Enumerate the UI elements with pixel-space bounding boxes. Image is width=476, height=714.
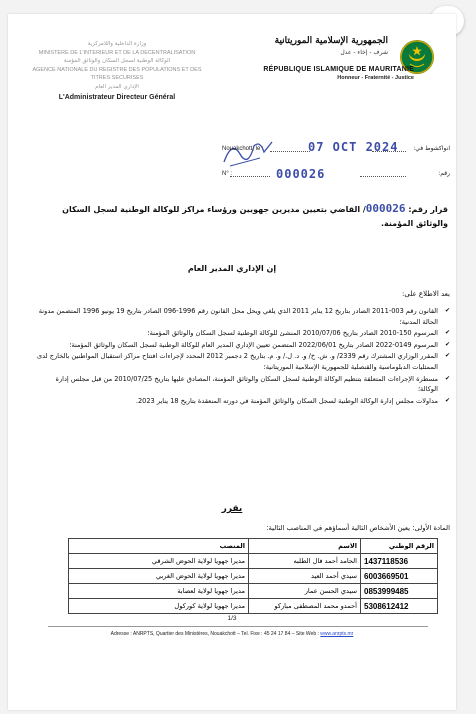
- number-label: N° :: [222, 171, 233, 177]
- column-header: الاسم: [249, 539, 361, 554]
- seen-heading: بعد الاطلاع على:: [402, 290, 450, 298]
- position-cell: مديرا جهويا لولاية لعصابة: [69, 584, 249, 599]
- table-row: [69, 599, 438, 614]
- column-header: الرقم الوطني: [361, 539, 438, 554]
- director-heading: إن الإداري المدير العام: [187, 264, 277, 273]
- agency-arabic: الوكالة الوطنية لسجل السكان والوثائق المؤمنة: [63, 58, 171, 64]
- table-row: [69, 569, 438, 584]
- table-row: [69, 584, 438, 599]
- national-id-cell: 6003669501: [361, 569, 438, 584]
- footer-address-text: Adresse : ANRPTS, Quartier des Ministères, Nouakchott – Tel. Fixe : 45 24 17 84 – Site Web :: [110, 631, 321, 637]
- decision-title: [48, 202, 448, 231]
- date-stamp: 07 OCT 2024: [308, 140, 399, 154]
- list-item: ✔ المرسوم 0149-2022 الصادر بتاريخ 2022/06/01 المتضمن تعيين الإداري المدير العام للوكالة الوطنية لسجل السكان والوثائق المؤمنة؛: [34, 340, 450, 351]
- motto-arabic: شرف - إخاء - عدل: [340, 49, 388, 56]
- website-link[interactable]: www.anrpts.mr: [320, 631, 354, 637]
- national-id-cell: 0853999485: [361, 584, 438, 599]
- footer-divider: [48, 626, 428, 627]
- appointments-table: [68, 538, 438, 614]
- name-cell: سيدي الحسن عمار: [249, 584, 361, 599]
- list-item: ✔ مداولات مجلس إدارة الوكالة الوطنية لسجل السكان والوثائق المؤمنة في دورته المنعقدة بتاريخ 18 يناير 2023.: [34, 396, 450, 407]
- admin-french: L'Administrateur Directeur Général: [58, 94, 176, 101]
- ministry-arabic: وزارة الداخلية واللامركزية: [87, 41, 147, 47]
- position-cell: مديرا جهويا لولاية الحوض الشرقي: [69, 554, 249, 569]
- location-date-label: Nouakchott, le :: [222, 146, 264, 152]
- number-dotted-line-2: [360, 176, 406, 177]
- number-dotted-line: [230, 176, 270, 177]
- ministry-french: MINISTERE DE L'INTERIEUR ET DE LA DECENTRALISATION: [38, 49, 196, 56]
- date-dotted-line-2: [372, 151, 406, 152]
- table-header-row: [69, 539, 438, 554]
- list-item: ✔ مسطرة الإجراءات المتعلقة بتنظيم الوكالة الوطنية لسجل السكان والوثائق المؤمنة، المصادق عليها بتاريخ 2010/07/25 من قبل مجلس إدارة الوكالة؛: [34, 374, 450, 395]
- name-cell: سيدي أحمد العيد: [249, 569, 361, 584]
- number-label-arabic: رقم:: [438, 170, 450, 177]
- decision-title-prefix: قرار رقم:: [405, 205, 448, 214]
- decision-number-stamp: 000026: [365, 202, 406, 215]
- page-indicator: 1/3: [227, 615, 237, 622]
- decision-title-text: / القاضي بتعيين مديرين جهويين ورؤساء مراكز للوكالة الوطنية لسجل السكان والوثائق المؤمنة.: [62, 205, 448, 228]
- name-cell: الحامد أحمد فال الطلبه: [249, 554, 361, 569]
- number-stamp: 000026: [276, 167, 326, 181]
- national-id-cell: 1437118536: [361, 554, 438, 569]
- table-row: [69, 554, 438, 569]
- legal-basis-list: [34, 306, 450, 407]
- republic-title-arabic: الجمهورية الإسلامية الموريتانية: [274, 36, 388, 46]
- motto-french: Honneur - Fraternité - Justice: [337, 75, 414, 81]
- agency-french: AGENCE NATIONALE DU REGISTRE DES POPULATIONS ET DES TITRES SECURISES: [32, 66, 202, 81]
- list-item: ✔ المرسوم 150-2010 الصادر بتاريخ 2010/07/06 المنشئ للوكالة الوطنية لسجل السكان والوثائق المؤمنة؛: [34, 328, 450, 339]
- admin-arabic: الإداري المدير العام: [95, 83, 139, 90]
- column-header: المنصب: [69, 539, 249, 554]
- position-cell: مديرا جهويا لولاية كوركول: [69, 599, 249, 614]
- list-item: ✔ المقرر الوزاري المشترك رقم 2339/ و. ش. خ/ و. د. ل./ و. م. بتاريخ 2 دجمبر 2012 المحدد لإجراءات افتتاح مراكز استقبال المواطنين بالخارج لدى الممثليات الدبلوماسية والقنصلية للجمهورية الإسلامية الموريتانية؛: [34, 351, 450, 372]
- initials-signature: [220, 132, 280, 172]
- footer-address: [8, 631, 456, 637]
- document-page: [8, 14, 456, 710]
- decides-heading: يقرر: [221, 504, 243, 514]
- issuer-header: [28, 40, 206, 103]
- position-cell: مديرا جهويا لولاية الحوض الغربي: [69, 569, 249, 584]
- republic-title-french: RÉPUBLIQUE ISLAMIQUE DE MAURITANIE: [263, 66, 414, 73]
- name-cell: أحمدو محمد المصطفى مباركو: [249, 599, 361, 614]
- list-item: ✔ القانون رقم 003-2011 الصادر بتاريخ 12 يناير 2011 الذي يلغي ويحل محل القانون رقم 1996-096 الصادر بتاريخ 19 يونيو 1996 المتضمن مدونة الحالة المدنية؛: [34, 306, 450, 327]
- article-one: المادة الأولى: يعين الأشخاص التالية أسماؤهم في المناصب التالية:: [266, 524, 450, 532]
- national-id-cell: 5308612412: [361, 599, 438, 614]
- date-dotted-line: [270, 151, 310, 152]
- location-date-label-arabic: انواكشوط في:: [413, 145, 450, 152]
